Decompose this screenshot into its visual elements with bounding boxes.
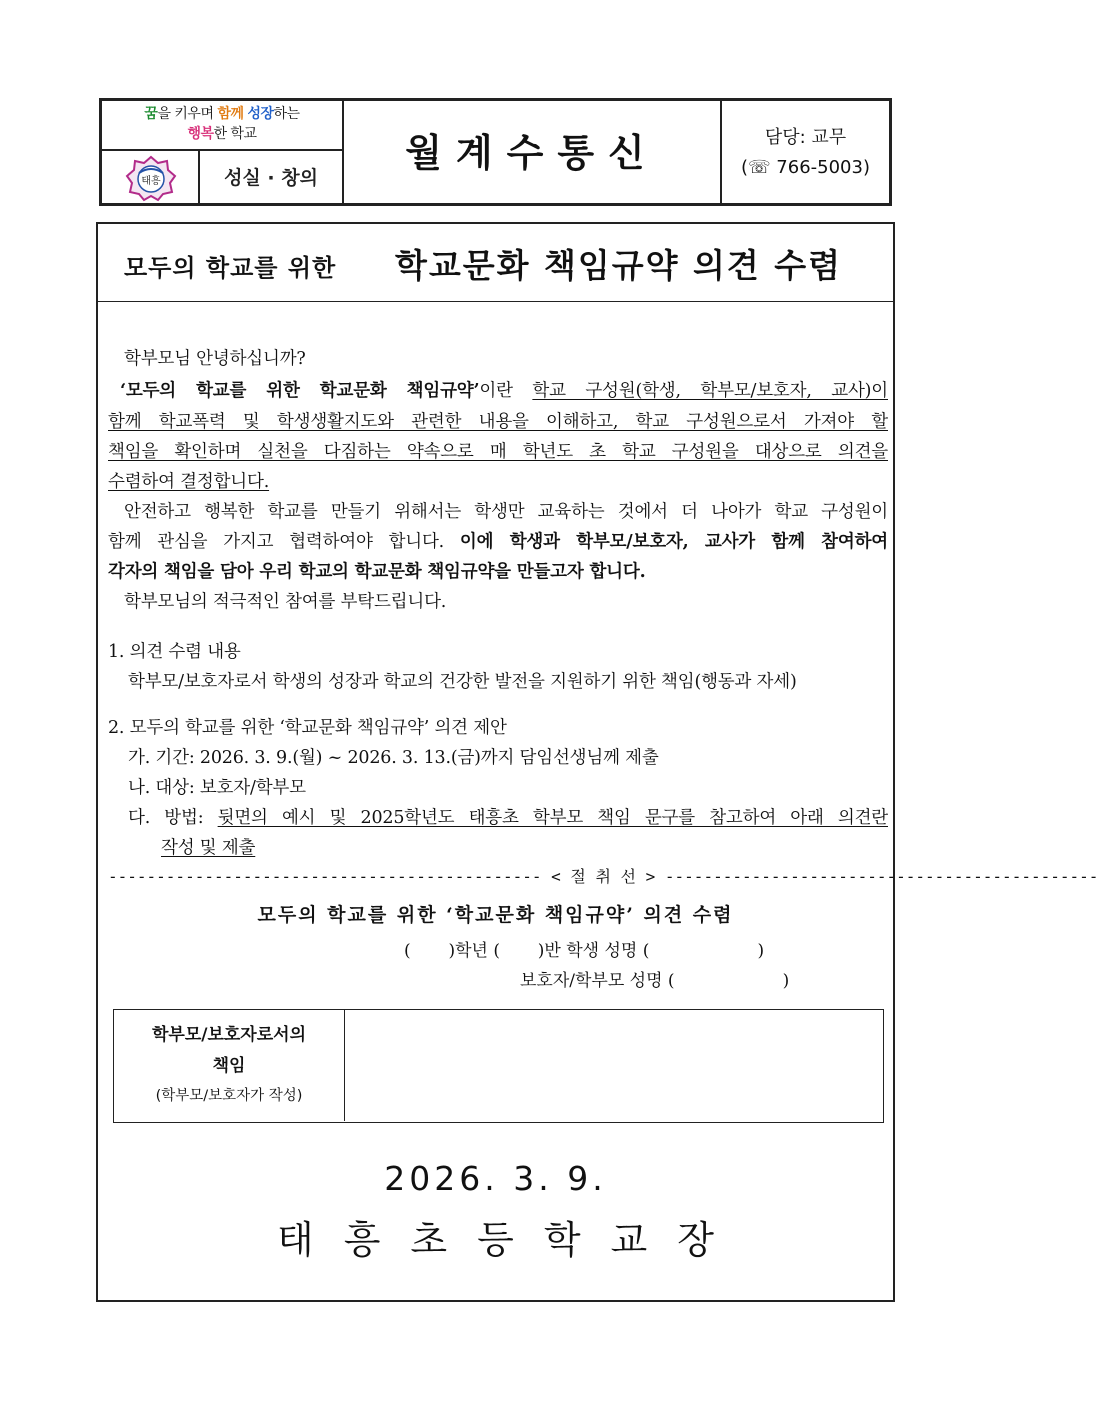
document-date: 2026. 3. 9. bbox=[384, 1159, 607, 1198]
responsibility-table bbox=[113, 1009, 884, 1123]
responsibility-input-area[interactable] bbox=[346, 1010, 883, 1122]
para3: 학부모님의 적극적인 참여를 부탁드립니다. bbox=[124, 592, 447, 612]
document-title-bar bbox=[98, 224, 893, 302]
motto-segment: 함께 bbox=[217, 106, 244, 122]
section2-method-cont: 작성 및 제출 bbox=[161, 838, 256, 858]
responsibility-label-cell bbox=[114, 1010, 345, 1121]
section1-title: 1. 의견 수렴 내용 bbox=[108, 642, 241, 662]
contact-phone: (☏ 766-5003) bbox=[741, 157, 870, 178]
cut-line: --------------------------------------------- < 절 취 선 > --------------------------------------------- bbox=[108, 867, 1098, 886]
responsibility-label-line1: 학부모/보호자로서의 bbox=[151, 1025, 306, 1045]
para2-line3: 각자의 책임을 담아 우리 학교의 학교문화 책임규약을 만들고자 합니다. bbox=[108, 562, 646, 582]
para1-line4: 수렴하여 결정합니다. bbox=[108, 472, 270, 492]
student-info-line[interactable]: ( )학년 ( )반 학생 성명 ( ) bbox=[404, 941, 765, 961]
motto-segment: 을 키우며 bbox=[157, 106, 218, 122]
contact-department: 담당: 교무 bbox=[764, 127, 847, 148]
greeting: 학부모님 안녕하십니까? bbox=[124, 349, 306, 369]
section2-method bbox=[128, 804, 888, 829]
para1-connector: 이란 bbox=[479, 381, 533, 401]
responsibility-label-line2: 책임 bbox=[212, 1056, 246, 1076]
motto-segment: 한 학교 bbox=[213, 126, 257, 142]
document-title: 학교문화 책임규약 의견 수렴 bbox=[395, 246, 843, 285]
motto-segment: 행복 bbox=[187, 126, 214, 142]
principal-signature: 태흥초등학교장 bbox=[277, 1218, 744, 1262]
section1-body: 학부모/보호자로서 학생의 성장과 학교의 건강한 발전을 지원하기 위한 책임(행동과 자세) bbox=[128, 672, 797, 692]
contact-info bbox=[721, 100, 890, 204]
school-emblem-icon bbox=[126, 155, 176, 201]
motto-segment: 꿈 bbox=[144, 106, 158, 122]
motto-segment: 성장 bbox=[247, 106, 274, 122]
emblem-text: 태흥 bbox=[141, 176, 161, 187]
para2-plain: 함께 관심을 가지고 협력하여야 합니다. bbox=[108, 532, 460, 552]
school-values: 성실 · 창의 bbox=[199, 150, 343, 204]
newsletter-header bbox=[99, 98, 892, 206]
motto-line-2 bbox=[102, 124, 342, 144]
para2-line1: 안전하고 행복한 학교를 만들기 위해서는 학생만 교육하는 것에서 더 나아가 학교 구성원이 bbox=[124, 502, 888, 522]
motto-segment: 하는 bbox=[273, 106, 300, 122]
newsletter-title: 월계수통신 bbox=[343, 100, 721, 204]
term-highlight: ‘모두의 학교를 위한 학교문화 책임규약’ bbox=[120, 381, 480, 401]
para2-line2 bbox=[108, 528, 888, 553]
section2-target: 나. 대상: 보호자/학부모 bbox=[128, 778, 306, 798]
school-motto bbox=[101, 100, 343, 150]
para2-bold: 이에 학생과 학부모/보호자, 교사가 함께 참여하여 bbox=[459, 532, 888, 552]
para1-line1 bbox=[120, 377, 888, 402]
guardian-name-line[interactable]: 보호자/학부모 성명 ( ) bbox=[520, 971, 790, 991]
para1-line3: 책임을 확인하며 실천을 다짐하는 약속으로 매 학년도 초 학교 구성원을 대상으로 의견을 bbox=[108, 442, 888, 462]
para1-underlined: 학교 구성원(학생, 학부모/보호자, 교사)이 bbox=[532, 381, 888, 401]
document-body bbox=[96, 222, 1098, 1302]
responsibility-label-note: (학부모/보호자가 작성) bbox=[155, 1088, 303, 1104]
para1-line2: 함께 학교폭력 및 학생생활지도와 관련한 내용을 이해하고, 학교 구성원으로서 가져야 할 bbox=[108, 412, 888, 432]
school-emblem-cell bbox=[101, 150, 199, 204]
section2-period: 가. 기간: 2026. 3. 9.(월) ~ 2026. 3. 13.(금)까지 담임선생님께 제출 bbox=[128, 748, 659, 768]
document-title-prefix: 모두의 학교를 위한 bbox=[124, 254, 337, 282]
method-text: 뒷면의 예시 및 2025학년도 태흥초 학부모 책임 문구를 참고하여 아래 의견란 bbox=[217, 808, 888, 828]
section2-title: 2. 모두의 학교를 위한 ‘학교문화 책임규약’ 의견 제안 bbox=[108, 718, 507, 738]
motto-line-1 bbox=[102, 104, 342, 124]
form-title: 모두의 학교를 위한 ‘학교문화 책임규약’ 의견 수렴 bbox=[257, 904, 734, 926]
method-label: 다. 방법: bbox=[128, 808, 218, 828]
